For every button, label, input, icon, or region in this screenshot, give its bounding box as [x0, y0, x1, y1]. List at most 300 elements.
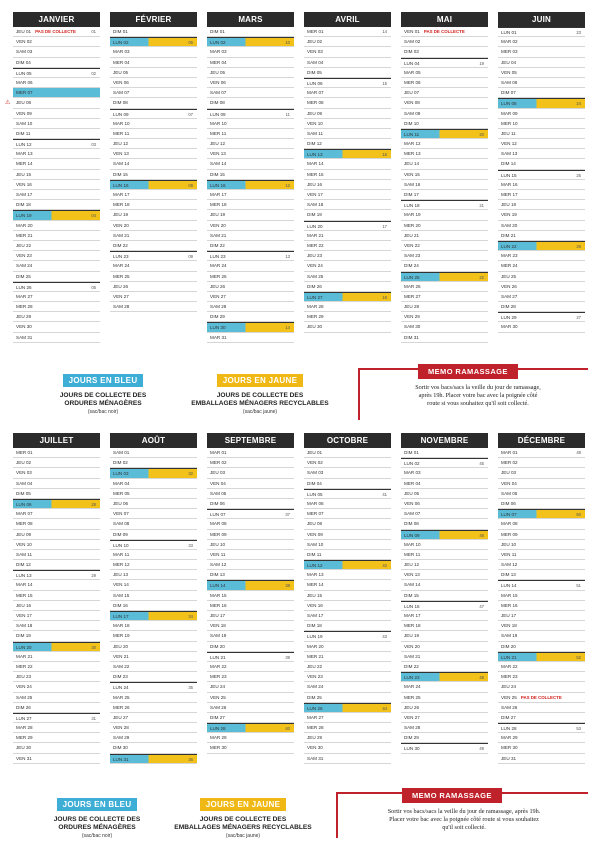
day-label: MER 11 — [210, 130, 227, 136]
day-row — [110, 190, 197, 200]
day-row — [401, 170, 488, 180]
day-row — [498, 58, 585, 68]
day-row — [304, 159, 391, 169]
day-row — [498, 631, 585, 641]
week-number: 28 — [91, 501, 96, 507]
day-row — [304, 570, 391, 580]
day-label: LUN 30 — [404, 746, 420, 752]
day-label: LUN 26 — [16, 284, 32, 290]
week-number: 30 — [91, 644, 96, 650]
day-row — [110, 282, 197, 292]
day-label: VEN 17 — [307, 192, 323, 197]
day-row — [304, 519, 391, 529]
day-label: VEN 10 — [16, 541, 32, 547]
day-row — [207, 159, 294, 169]
day-row — [110, 642, 197, 652]
day-row — [498, 499, 585, 509]
month-février — [110, 12, 197, 312]
day-row — [498, 519, 585, 529]
day-label: LUN 16 — [113, 182, 129, 188]
day-row — [401, 601, 488, 611]
week-number: 37 — [285, 512, 290, 518]
day-row — [13, 200, 100, 210]
day-label: JEU 19 — [404, 633, 420, 639]
day-row — [401, 509, 488, 519]
day-label: MAR 03 — [210, 49, 227, 55]
day-label: MER 09 — [210, 531, 227, 537]
day-row — [304, 119, 391, 129]
day-row — [110, 672, 197, 682]
day-label: MER 19 — [113, 633, 130, 639]
day-row — [401, 251, 488, 261]
day-row — [401, 149, 488, 159]
day-label: MAR 27 — [16, 293, 33, 299]
day-row — [401, 47, 488, 57]
day-label: MER 25 — [113, 273, 130, 279]
day-label: JEU 13 — [113, 572, 129, 578]
day-label: SAM 28 — [404, 725, 421, 731]
week-number: 18 — [382, 294, 387, 300]
day-label: MAR 31 — [210, 334, 227, 340]
day-label: LUN 07 — [210, 512, 226, 518]
day-label: MER 27 — [404, 293, 421, 299]
legend-subtitle: (sac/bac noir) — [81, 833, 113, 839]
day-label: LUN 05 — [16, 70, 32, 76]
week-number: 38 — [285, 583, 290, 589]
day-row — [304, 580, 391, 590]
memo-ramassage-top — [358, 364, 588, 420]
day-row — [110, 58, 197, 68]
day-row — [207, 468, 294, 478]
day-row — [401, 180, 488, 190]
day-label: JEU 26 — [404, 704, 420, 710]
day-row — [401, 652, 488, 662]
day-row — [207, 119, 294, 129]
day-row — [207, 333, 294, 343]
day-label: LUN 09 — [404, 532, 420, 538]
day-row — [110, 723, 197, 733]
day-row — [13, 601, 100, 611]
day-label: MAR 08 — [210, 521, 227, 527]
memo-line: après 19h. Placer votre bac avec la poignée côté — [418, 392, 538, 399]
day-label: VEN 14 — [113, 582, 129, 588]
day-label: LUN 11 — [404, 131, 420, 137]
week-number: 33 — [188, 542, 193, 548]
day-label: DIM 13 — [501, 572, 516, 578]
day-row — [401, 78, 488, 88]
day-row — [401, 333, 488, 343]
day-label: SAM 28 — [113, 304, 130, 310]
day-row — [401, 621, 488, 631]
day-label: MAR 03 — [113, 49, 130, 55]
day-row — [401, 190, 488, 200]
day-label: SAM 25 — [307, 273, 324, 279]
day-label: DIM 13 — [210, 572, 225, 578]
day-row — [110, 231, 197, 241]
day-label: MAR 22 — [501, 663, 518, 669]
day-row — [110, 693, 197, 703]
day-row — [401, 468, 488, 478]
day-label: JEU 05 — [404, 490, 420, 496]
legend-title: EMBALLAGES MÉNAGERS RECYCLABLES — [191, 400, 329, 407]
day-row — [401, 129, 488, 139]
memo-line: Sortir vos bacs/sacs la veille du jour de ramassage, — [415, 384, 541, 391]
day-row — [207, 509, 294, 519]
day-label: SAM 14 — [404, 582, 421, 588]
day-label: DIM 25 — [16, 273, 31, 279]
day-label: VEN 18 — [210, 623, 226, 629]
month-septembre — [207, 433, 294, 754]
day-label: MAR 13 — [307, 572, 324, 578]
day-label: VEN 03 — [16, 470, 32, 476]
day-label: JEU 07 — [404, 90, 420, 96]
day-row — [498, 221, 585, 231]
no-collection-note: PAS DE COLLECTE — [35, 29, 76, 34]
day-label: SAM 21 — [210, 232, 227, 238]
legend-title: JOURS DE COLLECTE DES — [216, 392, 304, 399]
day-label: MER 23 — [210, 674, 227, 680]
day-label: JEU 23 — [307, 253, 323, 259]
day-row — [498, 159, 585, 169]
day-label: SAM 10 — [16, 120, 33, 126]
day-row — [304, 241, 391, 251]
day-row — [401, 642, 488, 652]
day-row — [207, 479, 294, 489]
day-row — [207, 743, 294, 753]
day-row — [304, 37, 391, 47]
day-row — [207, 560, 294, 570]
day-label: DIM 08 — [404, 521, 419, 527]
day-row — [13, 580, 100, 590]
day-label: MER 07 — [307, 511, 324, 517]
day-row — [401, 743, 488, 753]
legend-badge-yellow: JOURS EN JAUNE — [200, 798, 286, 811]
day-label: DIM 11 — [307, 551, 322, 557]
day-label: JEU 12 — [113, 141, 129, 147]
day-label: VEN 30 — [16, 324, 32, 330]
week-number: 29 — [91, 573, 96, 579]
day-row — [304, 662, 391, 672]
week-number: 25 — [576, 172, 581, 178]
day-label: MAR 02 — [501, 39, 518, 45]
week-number: 13 — [285, 254, 290, 260]
day-row — [498, 272, 585, 282]
day-row — [304, 129, 391, 139]
day-label: LUN 30 — [210, 325, 226, 331]
day-label: JEU 18 — [501, 202, 517, 208]
day-row — [110, 489, 197, 499]
day-label: SAM 12 — [210, 562, 227, 568]
day-label: LUN 20 — [16, 644, 32, 650]
day-row — [13, 468, 100, 478]
day-row — [401, 119, 488, 129]
day-label: LUN 09 — [113, 111, 129, 117]
day-row — [401, 210, 488, 220]
day-row — [304, 479, 391, 489]
day-label: LUN 19 — [16, 213, 32, 219]
week-number: 04 — [91, 213, 96, 219]
day-row — [498, 662, 585, 672]
day-label: MAR 01 — [210, 450, 227, 455]
day-label: MER 10 — [501, 120, 518, 126]
day-label: LUN 05 — [307, 491, 323, 497]
day-label: SAM 05 — [210, 490, 227, 496]
day-label: MAR 10 — [404, 541, 421, 547]
month-header: MARS — [207, 12, 294, 27]
day-row — [110, 221, 197, 231]
day-row — [207, 703, 294, 713]
day-row — [110, 479, 197, 489]
day-label: JEU 29 — [16, 314, 32, 320]
day-label: MER 22 — [307, 242, 324, 248]
week-number: 41 — [382, 491, 387, 497]
day-label: MER 01 — [307, 29, 324, 34]
day-row — [110, 540, 197, 550]
day-row — [401, 682, 488, 692]
day-row — [401, 723, 488, 733]
day-row — [13, 642, 100, 652]
day-label: JEU 15 — [307, 592, 323, 598]
day-label: VEN 24 — [16, 684, 32, 690]
day-label: MER 22 — [16, 663, 33, 669]
day-row — [498, 754, 585, 764]
month-header: FÉVRIER — [110, 12, 197, 27]
day-row — [304, 78, 391, 88]
day-label: JEU 31 — [501, 755, 517, 761]
memo-badge: MEMO RAMASSAGE — [418, 364, 518, 379]
day-row — [207, 149, 294, 159]
day-label: MAR 10 — [113, 120, 130, 126]
day-label: SAM 02 — [404, 39, 421, 45]
week-number: 27 — [576, 315, 581, 321]
day-row — [110, 261, 197, 271]
day-row — [498, 98, 585, 108]
day-row — [13, 631, 100, 641]
day-row — [110, 743, 197, 753]
day-label: VEN 16 — [16, 181, 32, 187]
day-label: JEU 08 — [16, 100, 32, 106]
day-label: DIM 29 — [210, 314, 225, 320]
day-row — [13, 458, 100, 468]
day-row — [498, 621, 585, 631]
day-row — [498, 713, 585, 723]
day-label: JEU 26 — [210, 283, 226, 289]
day-row — [401, 58, 488, 68]
day-row — [207, 570, 294, 580]
day-row — [304, 68, 391, 78]
day-label: LUN 09 — [210, 111, 226, 117]
day-label: MAR 28 — [307, 304, 324, 310]
week-number: 39 — [285, 654, 290, 660]
day-row — [13, 37, 100, 47]
day-row — [304, 723, 391, 733]
day-row — [13, 448, 100, 458]
day-row — [13, 530, 100, 540]
day-label: DIM 08 — [113, 100, 128, 106]
day-label: MAR 01 — [501, 450, 518, 455]
week-number: 09 — [188, 254, 193, 260]
day-row — [498, 322, 585, 332]
day-label: LUN 23 — [210, 254, 226, 260]
day-row — [13, 68, 100, 78]
day-label: MER 21 — [16, 232, 33, 238]
day-label: MER 26 — [113, 704, 130, 710]
day-label: MER 02 — [210, 460, 227, 466]
week-number: 31 — [91, 715, 96, 721]
day-row — [110, 302, 197, 312]
day-label: VEN 11 — [210, 551, 226, 557]
month-header: JUIN — [498, 12, 585, 27]
day-label: VEN 02 — [307, 460, 323, 466]
day-row — [304, 58, 391, 68]
day-row — [110, 119, 197, 129]
day-label: SAM 24 — [16, 263, 33, 269]
day-label: VEN 12 — [501, 141, 517, 147]
day-row — [110, 180, 197, 190]
week-number: 08 — [188, 182, 193, 188]
day-row — [110, 241, 197, 251]
day-row — [304, 743, 391, 753]
day-row — [110, 98, 197, 108]
day-label: VEN 04 — [501, 480, 517, 486]
day-label: DIM 26 — [307, 283, 322, 289]
day-label: SAM 30 — [404, 324, 421, 330]
day-label: SAM 18 — [307, 202, 324, 208]
day-row — [110, 68, 197, 78]
day-row — [13, 662, 100, 672]
week-number: 14 — [382, 29, 387, 34]
week-number: 20 — [479, 131, 484, 137]
day-label: MAR 27 — [307, 714, 324, 720]
week-number: 43 — [382, 634, 387, 640]
day-row — [207, 322, 294, 332]
day-label: SAM 29 — [113, 735, 130, 741]
day-label: VEN 30 — [307, 745, 323, 751]
day-label: DIM 05 — [16, 490, 31, 496]
day-row — [498, 149, 585, 159]
week-number: 50 — [576, 512, 581, 518]
week-number: 46 — [479, 532, 484, 538]
day-label: LUN 31 — [113, 756, 129, 762]
day-row — [207, 139, 294, 149]
day-row — [498, 693, 585, 703]
day-label: DIM 31 — [404, 334, 419, 340]
day-label: LUN 23 — [404, 675, 420, 681]
day-label: MAR 20 — [307, 643, 324, 649]
legend-blue-bottom — [22, 794, 172, 839]
day-label: MAR 18 — [113, 623, 130, 629]
week-number: 17 — [382, 223, 387, 229]
day-row — [498, 37, 585, 47]
day-label: MAR 15 — [501, 592, 518, 598]
day-row — [304, 190, 391, 200]
legend-title: ORDURES MÉNAGÈRES — [58, 824, 136, 831]
day-row — [498, 88, 585, 98]
week-number: 16 — [382, 152, 387, 158]
day-row — [498, 139, 585, 149]
day-label: LUN 02 — [113, 40, 129, 46]
day-label: JEU 28 — [404, 304, 420, 310]
no-collection-note: PAS DE COLLECTE — [423, 29, 465, 34]
day-row — [498, 47, 585, 57]
day-row — [401, 580, 488, 590]
day-row — [13, 499, 100, 509]
day-row — [13, 312, 100, 322]
month-juin — [498, 12, 585, 333]
month-décembre — [498, 433, 585, 764]
day-row — [304, 468, 391, 478]
day-row — [110, 631, 197, 641]
month-header: JANVIER — [13, 12, 100, 27]
day-label: MAR 05 — [404, 69, 421, 75]
day-label: VEN 31 — [16, 755, 32, 761]
day-row — [13, 139, 100, 149]
day-row — [13, 58, 100, 68]
day-label: MER 01 — [16, 450, 33, 455]
day-label: SAM 12 — [501, 562, 518, 568]
day-row — [207, 129, 294, 139]
day-label: DIM 08 — [210, 100, 225, 106]
week-number: 51 — [576, 583, 581, 589]
day-label: MER 16 — [501, 602, 518, 608]
day-label: SAM 17 — [307, 613, 324, 618]
day-label: SAM 10 — [307, 541, 324, 547]
legend-subtitle: (sac/bac jaune) — [242, 409, 278, 415]
day-row — [401, 312, 488, 322]
day-row — [304, 754, 391, 764]
week-number: 06 — [188, 40, 193, 46]
day-label: VEN 06 — [113, 79, 129, 85]
day-row — [110, 570, 197, 580]
day-row — [304, 530, 391, 540]
week-number: 14 — [285, 325, 290, 331]
week-number: 12 — [285, 182, 290, 188]
day-row — [304, 703, 391, 713]
day-label: LUN 04 — [404, 60, 420, 66]
day-row — [498, 261, 585, 271]
day-label: SAM 19 — [501, 633, 518, 639]
day-label: VEN 24 — [307, 263, 323, 269]
day-label: MAR 17 — [113, 192, 130, 197]
day-label: VEN 18 — [501, 623, 517, 629]
day-row — [207, 723, 294, 733]
day-row — [110, 499, 197, 509]
day-row — [13, 519, 100, 529]
day-row — [401, 231, 488, 241]
month-header: JUILLET — [13, 433, 100, 448]
month-août — [110, 433, 197, 764]
day-row — [401, 241, 488, 251]
week-number: 07 — [188, 111, 193, 117]
day-label: SAM 04 — [16, 480, 33, 486]
day-label: JEU 02 — [16, 460, 32, 466]
day-label: MAR 30 — [501, 324, 518, 330]
day-label: MAR 19 — [404, 212, 421, 218]
day-row — [401, 662, 488, 672]
day-row — [304, 733, 391, 743]
day-row — [110, 159, 197, 169]
day-row — [207, 47, 294, 57]
day-row — [304, 652, 391, 662]
day-row — [207, 621, 294, 631]
day-label: LUN 14 — [501, 583, 517, 589]
day-row — [498, 129, 585, 139]
day-row — [207, 37, 294, 47]
day-row — [401, 479, 488, 489]
day-label: JEU 25 — [501, 273, 517, 279]
day-row — [13, 672, 100, 682]
day-label: MER 14 — [307, 582, 324, 588]
